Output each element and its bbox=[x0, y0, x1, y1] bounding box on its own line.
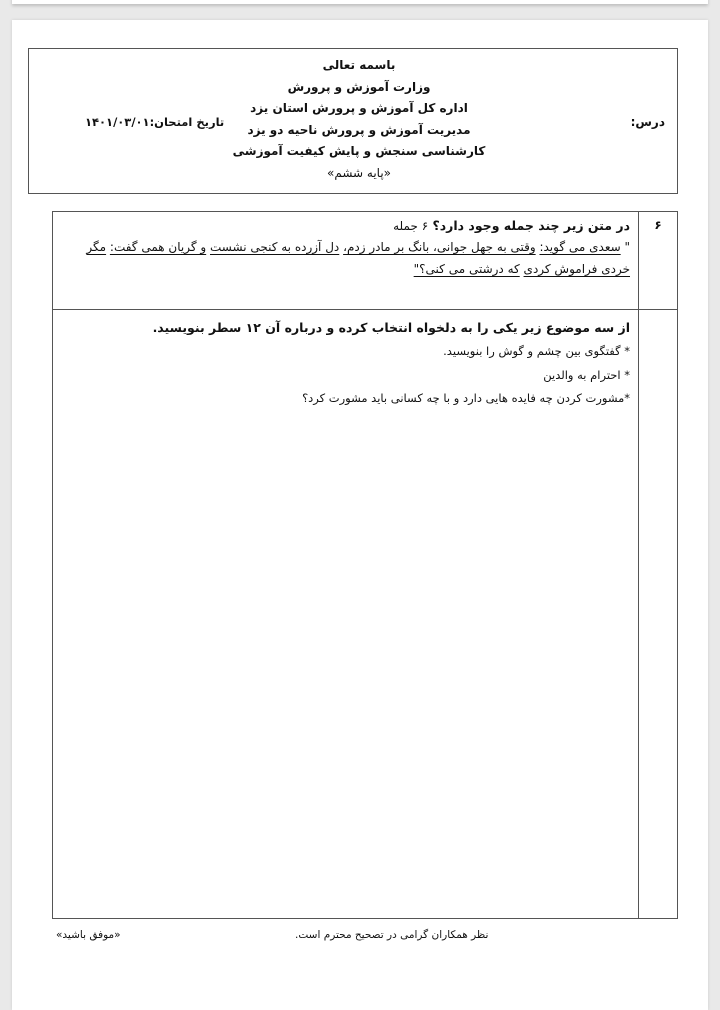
header-district-office: مدیریت آموزش و پرورش ناحیه دو یزد bbox=[247, 122, 471, 137]
header-grade: «پایه ششم» bbox=[326, 165, 391, 180]
exam-date: تاریخ امتحان:۱۴۰۱/۰۳/۰۱ bbox=[85, 115, 225, 129]
question-row bbox=[53, 212, 678, 310]
passage-sentence: که درشتی می کنی؟" bbox=[413, 262, 520, 276]
passage-sentence: و گریان همی گفت: bbox=[109, 240, 207, 254]
passage-sentence: وقتی به جهل جوانی، بانگ بر مادر زدم، bbox=[343, 240, 536, 254]
passage-sentence: مگر خردی فراموش کردی bbox=[86, 240, 630, 276]
question-passage bbox=[63, 236, 630, 280]
question-body bbox=[53, 310, 639, 919]
header-province-office: اداره کل آموزش و پرورش استان یزد bbox=[250, 101, 468, 115]
question-title bbox=[63, 216, 630, 236]
exam-header-box bbox=[28, 48, 678, 194]
question-number bbox=[639, 310, 678, 919]
passage-sentence: دل آزرده به کنجی نشست bbox=[210, 240, 340, 254]
footer-grading-note: نظر همکاران گرامی در تصحیح محترم است. bbox=[295, 929, 489, 941]
questions-table bbox=[52, 211, 678, 919]
topic-item: * گفتگوی بین چشم و گوش را بنویسید. bbox=[443, 344, 630, 358]
question-number: ۶ bbox=[639, 212, 678, 310]
question-answer: ۶ جمله bbox=[393, 219, 429, 233]
previous-page-edge bbox=[12, 0, 708, 4]
question-body bbox=[53, 212, 639, 310]
topic-item: *مشورت کردن چه فایده هایی دارد و با چه کسانی باید مشورت کرد؟ bbox=[302, 391, 630, 405]
header-ministry: وزارت آموزش و پرورش bbox=[287, 79, 431, 94]
question-prompt: در متن زیر چند جمله وجود دارد؟ bbox=[432, 218, 630, 233]
question-prompt: از سه موضوع زیر یکی را به دلخواه انتخاب کرده و درباره آن ۱۲ سطر بنویسید. bbox=[152, 320, 630, 335]
header-assessment-dept: کارشناسی سنجش و پایش کیفیت آموزشی bbox=[232, 144, 486, 158]
passage-segment: " bbox=[620, 240, 630, 254]
topic-item: * احترام به والدین bbox=[543, 367, 630, 382]
header-titles bbox=[179, 55, 539, 184]
header-bismillah: باسمه تعالی bbox=[322, 58, 396, 72]
lesson-label: درس: bbox=[630, 115, 665, 129]
passage-sentence: سعدی می گوید: bbox=[539, 240, 621, 254]
question-row bbox=[53, 310, 678, 919]
footer-good-luck: «موفق باشید» bbox=[56, 929, 121, 941]
